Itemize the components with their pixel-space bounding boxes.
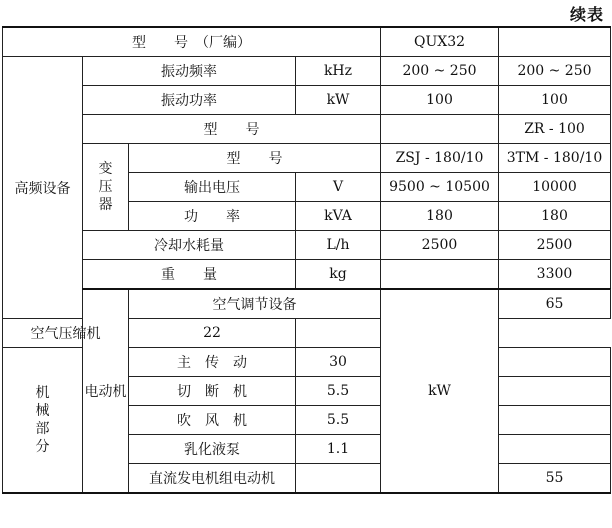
- cooling-water-label: 冷却水耗量: [83, 231, 296, 260]
- ac-label: 空气调节设备: [129, 289, 381, 319]
- transformer-model-v2: 3TM - 180/10: [499, 144, 611, 173]
- emulsion-pump-v2: [499, 435, 611, 464]
- transformer-char: 变: [98, 161, 113, 177]
- motor-group-label: 电动机: [83, 289, 129, 493]
- osc-power-label: 振动功率: [83, 86, 296, 115]
- mech-group-label: [3, 348, 83, 494]
- cooling-water-v2: 2500: [499, 231, 611, 260]
- table-row-ac: [3, 289, 611, 319]
- mech-char: 分: [35, 439, 50, 455]
- out-voltage-v2: 10000: [499, 173, 611, 202]
- compressor-v2: [296, 319, 381, 348]
- blower-v1: 5.5: [296, 406, 381, 435]
- table-row-weight: [3, 260, 611, 290]
- emulsion-pump-label: 乳化液泵: [129, 435, 296, 464]
- cutter-v1: 5.5: [296, 377, 381, 406]
- model-value-1: QUX32: [381, 27, 499, 57]
- motor-unit: kW: [381, 289, 499, 493]
- dc-gen-motor-v2: 55: [499, 464, 611, 494]
- transformer-char: 压: [98, 179, 113, 195]
- osc-freq-v1: 200 ~ 250: [381, 57, 499, 86]
- ac-v1: 65: [499, 289, 611, 319]
- osc-power-v2: 100: [499, 86, 611, 115]
- dc-gen-motor-v1: [296, 464, 381, 494]
- osc-power-v1: 100: [381, 86, 499, 115]
- mech-char: 械: [35, 403, 50, 419]
- table-row-osc-freq: [3, 57, 611, 86]
- out-voltage-v1: 9500 ~ 10500: [381, 173, 499, 202]
- out-voltage-unit: V: [296, 173, 381, 202]
- compressor-label: 空气压缩机: [3, 319, 129, 348]
- cutter-label: 切 断 机: [129, 377, 296, 406]
- table-row-cooling-water: [3, 231, 611, 260]
- transformer-power-unit: kVA: [296, 202, 381, 231]
- transformer-power-label: 功 率: [129, 202, 296, 231]
- transformer-char: 器: [98, 197, 113, 213]
- table-row-hf-model: [3, 115, 611, 144]
- osc-freq-label: 振动频率: [83, 57, 296, 86]
- hf-model-v2: ZR - 100: [499, 115, 611, 144]
- transformer-model-v1: ZSJ - 180/10: [381, 144, 499, 173]
- table-row-model-header: [3, 27, 611, 57]
- emulsion-pump-v1: 1.1: [296, 435, 381, 464]
- main-drive-v2: [499, 348, 611, 377]
- compressor-v1: 22: [129, 319, 296, 348]
- blower-label: 吹 风 机: [129, 406, 296, 435]
- transformer-power-v1: 180: [381, 202, 499, 231]
- table-row-compressor: [3, 319, 611, 348]
- osc-freq-unit: kHz: [296, 57, 381, 86]
- transformer-model-label: 型 号: [129, 144, 381, 173]
- cutter-v2: [499, 377, 611, 406]
- weight-v1: [381, 260, 499, 290]
- spec-table: [2, 26, 611, 494]
- hf-model-v1: [381, 115, 499, 144]
- osc-power-unit: kW: [296, 86, 381, 115]
- high-freq-group-label: 高频设备: [3, 57, 83, 319]
- mech-char: 部: [35, 421, 50, 437]
- main-drive-v1: 30: [296, 348, 381, 377]
- transformer-group-label: [83, 144, 129, 231]
- transformer-power-v2: 180: [499, 202, 611, 231]
- weight-v2: 3300: [499, 260, 611, 290]
- table-row-transformer-model: [3, 144, 611, 173]
- dc-gen-motor-label: 直流发电机组电动机: [129, 464, 296, 494]
- model-value-2: [499, 27, 611, 57]
- out-voltage-label: 输出电压: [129, 173, 296, 202]
- main-drive-label: 主 传 动: [129, 348, 296, 377]
- continued-label: 续表: [569, 5, 604, 24]
- blower-v2: [499, 406, 611, 435]
- cooling-water-unit: L/h: [296, 231, 381, 260]
- weight-label: 重 量: [83, 260, 296, 290]
- model-header-cell: 型 号 （厂编）: [3, 27, 381, 57]
- weight-unit: kg: [296, 260, 381, 290]
- osc-freq-v2: 200 ~ 250: [499, 57, 611, 86]
- table-row-osc-power: [3, 86, 611, 115]
- hf-model-label: 型 号: [83, 115, 381, 144]
- cooling-water-v1: 2500: [381, 231, 499, 260]
- mech-char: 机: [35, 385, 50, 401]
